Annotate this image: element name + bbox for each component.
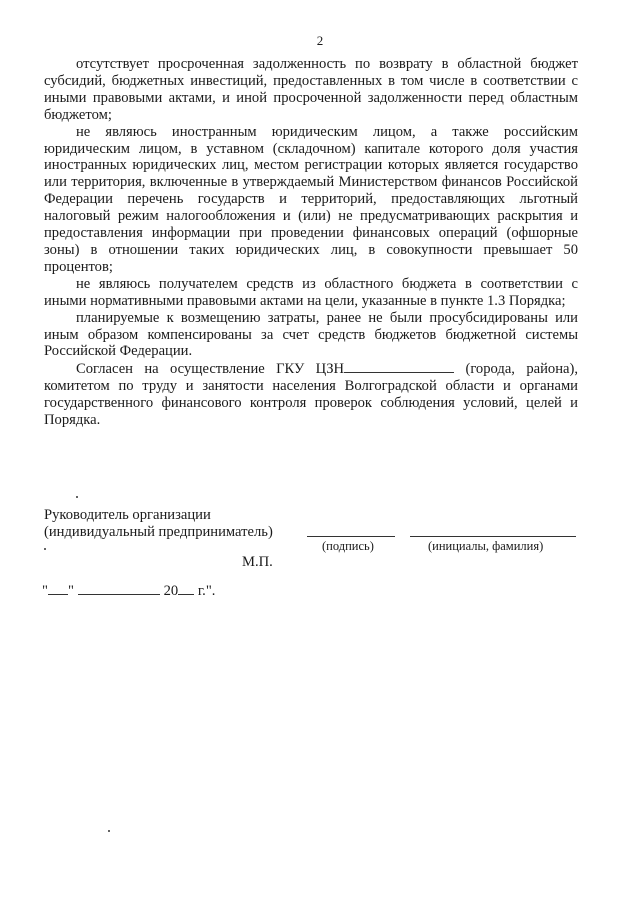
year-blank	[178, 582, 194, 595]
stamp-place: М.П.	[242, 554, 273, 570]
paragraph-consent	[44, 360, 578, 429]
name-caption: (инициалы, фамилия)	[428, 539, 544, 553]
year-prefix: 20	[163, 583, 179, 599]
date-quote-close: "	[67, 583, 74, 599]
stray-mark	[44, 548, 46, 550]
consent-text-before: Согласен на осуществление ГКУ ЦЗН	[76, 361, 345, 378]
signature-caption: (подпись)	[322, 539, 374, 553]
page-number: 2	[316, 33, 324, 48]
date-line	[42, 582, 215, 600]
name-line	[410, 536, 576, 537]
consent-text-after: (города, района), комитетом по труду и занятости населения Волгоградской области и органами государственного финансового контроля проверок соблюдения условий, целей и Порядка.	[44, 361, 578, 429]
signature-line	[307, 536, 395, 537]
month-blank	[78, 582, 160, 595]
document-body	[44, 56, 578, 429]
day-blank	[48, 582, 68, 595]
paragraph-not-recipient: не являюсь получателем средств из областного бюджета в соответствии с иными нормативными правовыми актами на цели, указанные в пункте 1.3 Порядка;	[44, 275, 578, 309]
district-blank-line	[344, 360, 454, 373]
stray-mark	[108, 830, 110, 832]
paragraph-not-foreign-entity: не являюсь иностранным юридическим лицом, а также российским юридическим лицом, в уставном (складочном) капитале которого доля участия иностранных юридических лиц, местом регистрации которых является государство или территория, включенные в утверждаемый Министерством финансов Российской Федерации перечень государств и территорий, предоставляющих льготный налоговый режим налогообложения и (или) не предусматривающих раскрытия и предоставления информации при проведении финансовых операций (офшорные зоны) в отношении таких юридических лиц, в совокупности превышает 50 процентов;	[44, 123, 578, 275]
signatory-title: Руководитель организации	[44, 507, 211, 523]
date-suffix: г.".	[197, 583, 216, 599]
paragraph-no-debt: отсутствует просроченная задолженность по возврату в областной бюджет субсидий, бюджетных инвестиций, предоставленных в том числе в соответствии с иными правовыми актами, и иной просроченной задолженности перед областным бюджетом;	[44, 56, 578, 123]
signatory-subtitle: (индивидуальный предприниматель)	[44, 523, 273, 540]
stray-mark	[76, 496, 78, 498]
date-quote-open: "	[42, 583, 48, 599]
paragraph-costs-not-compensated: планируемые к возмещению затраты, ранее не были просубсидированы или иным образом компенсированы за счет средств бюджетов бюджетной системы Российской Федерации.	[44, 309, 578, 360]
